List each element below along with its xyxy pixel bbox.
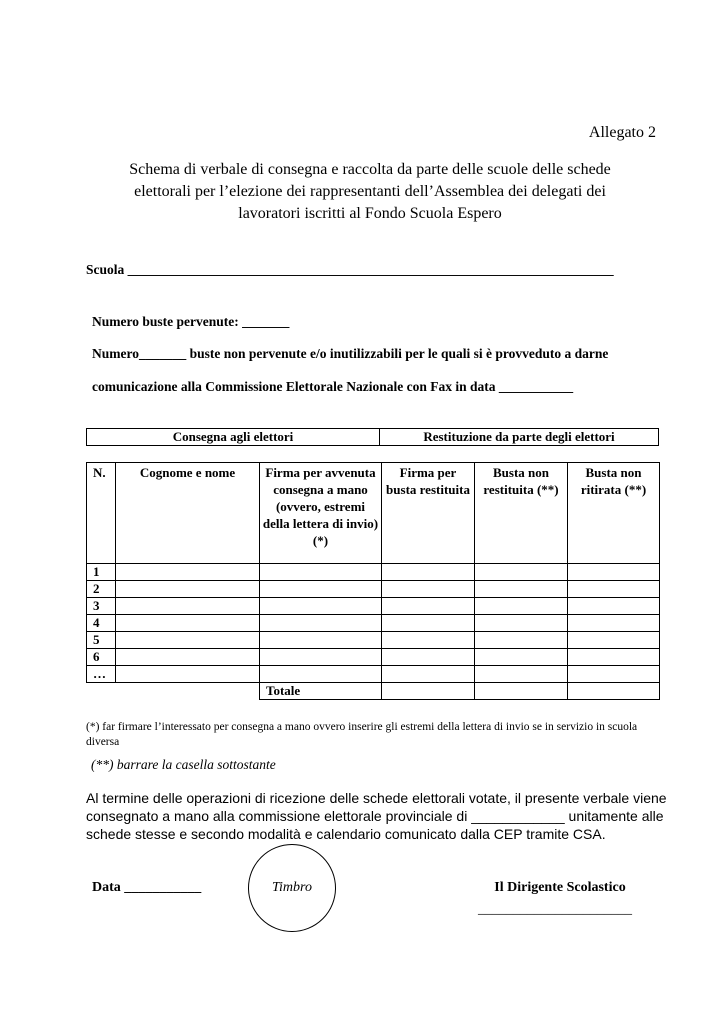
name-cell[interactable]: [116, 581, 260, 598]
footnote-delivery: (*) far firmare l’interessato per consegna a mano ovvero inserire gli estremi della lettera di invio se in servizio in scuola diversa: [86, 721, 638, 748]
delivery-signature-cell[interactable]: [260, 666, 382, 683]
name-cell[interactable]: [116, 564, 260, 581]
name-cell[interactable]: [116, 649, 260, 666]
footnote-checkbox: (**) barrare la casella sottostante: [91, 757, 276, 772]
not-returned-cell[interactable]: [475, 598, 568, 615]
row-number: 5: [87, 632, 116, 649]
table-row: [87, 666, 660, 683]
return-signature-cell[interactable]: [382, 581, 475, 598]
not-collected-cell[interactable]: [568, 632, 660, 649]
return-signature-cell[interactable]: [382, 666, 475, 683]
document-title: [100, 159, 640, 225]
closing-line: schede stesse e secondo modalità e calendario comunicato dalla CEP tramite CSA.: [86, 826, 606, 842]
delivery-signature-cell[interactable]: [260, 581, 382, 598]
voters-table: [86, 462, 660, 700]
not-returned-cell[interactable]: [475, 666, 568, 683]
table-row: [87, 564, 660, 581]
total-not-returned-cell[interactable]: [475, 683, 568, 700]
not-collected-cell[interactable]: [568, 666, 660, 683]
delivery-signature-cell[interactable]: [260, 632, 382, 649]
col-name-header: Cognome e nome: [116, 463, 260, 564]
not-collected-cell[interactable]: [568, 649, 660, 666]
delivery-signature-cell[interactable]: [260, 615, 382, 632]
row-number: 3: [87, 598, 116, 615]
table-row: [87, 615, 660, 632]
return-signature-cell[interactable]: [382, 615, 475, 632]
row-number: 2: [87, 581, 116, 598]
return-signature-cell[interactable]: [382, 564, 475, 581]
not-received-envelopes-field[interactable]: Numero_______ buste non pervenute e/o inutilizzabili per le quali si è provveduto a darne: [92, 346, 609, 361]
col-not-returned-header: Busta non restituita (**): [475, 463, 568, 564]
not-returned-cell[interactable]: [475, 649, 568, 666]
row-number: 1: [87, 564, 116, 581]
principal-signature-line[interactable]: ______________________: [478, 902, 632, 917]
not-collected-cell[interactable]: [568, 615, 660, 632]
name-cell[interactable]: [116, 632, 260, 649]
empty-cell: [87, 683, 116, 700]
not-collected-cell[interactable]: [568, 581, 660, 598]
total-return-signature-cell[interactable]: [382, 683, 475, 700]
total-row: [87, 683, 660, 700]
not-collected-cell[interactable]: [568, 598, 660, 615]
not-returned-cell[interactable]: [475, 632, 568, 649]
fax-date-field[interactable]: comunicazione alla Commissione Elettorale Nazionale con Fax in data ___________: [92, 379, 574, 394]
table-header-row: [87, 463, 660, 564]
not-collected-cell[interactable]: [568, 564, 660, 581]
closing-paragraph: [86, 789, 666, 843]
col-delivery-signature-header: Firma per avvenuta consegna a mano (ovvero, estremi della lettera di invio) (*): [260, 463, 382, 564]
table-row: [87, 598, 660, 615]
not-returned-cell[interactable]: [475, 615, 568, 632]
closing-line: consegnato a mano alla commissione elettorale provinciale di ____________ unitamente alle: [86, 808, 664, 824]
delivery-section-header: Consegna agli elettori: [87, 429, 380, 446]
received-envelopes-field[interactable]: Numero buste pervenute: _______: [92, 314, 290, 329]
name-cell[interactable]: [116, 598, 260, 615]
total-label: Totale: [260, 683, 382, 700]
return-signature-cell[interactable]: [382, 598, 475, 615]
name-cell[interactable]: [116, 666, 260, 683]
attachment-label: Allegato 2: [588, 124, 656, 141]
row-number: 6: [87, 649, 116, 666]
col-not-collected-header: Busta non ritirata (**): [568, 463, 660, 564]
total-not-collected-cell[interactable]: [568, 683, 660, 700]
delivery-signature-cell[interactable]: [260, 564, 382, 581]
table-row: [87, 632, 660, 649]
stamp-label: Timbro: [272, 880, 312, 895]
return-section-header: Restituzione da parte degli elettori: [380, 429, 659, 446]
delivery-signature-cell[interactable]: [260, 649, 382, 666]
title-line: Schema di verbale di consegna e raccolta da parte delle scuole delle schede: [129, 161, 611, 178]
table-row: [87, 649, 660, 666]
date-field[interactable]: Data ___________: [92, 880, 202, 895]
col-return-signature-header: Firma per busta restituita: [382, 463, 475, 564]
principal-label: Il Dirigente Scolastico: [494, 880, 626, 895]
closing-line: Al termine delle operazioni di ricezione delle schede elettorali votate, il presente verbale viene: [86, 790, 667, 806]
empty-cell: [116, 683, 260, 700]
title-line: lavoratori iscritti al Fondo Scuola Espero: [238, 205, 502, 222]
delivery-signature-cell[interactable]: [260, 598, 382, 615]
table-row: [87, 581, 660, 598]
return-signature-cell[interactable]: [382, 649, 475, 666]
name-cell[interactable]: [116, 615, 260, 632]
section-header-table: [86, 428, 659, 446]
title-line: elettorali per l’elezione dei rappresentanti dell’Assemblea dei delegati dei: [134, 183, 606, 200]
not-returned-cell[interactable]: [475, 564, 568, 581]
return-signature-cell[interactable]: [382, 632, 475, 649]
school-field[interactable]: Scuola ________________________________________________________________________: [86, 262, 614, 277]
col-number-header: N.: [87, 463, 116, 564]
row-number: …: [87, 666, 116, 683]
not-returned-cell[interactable]: [475, 581, 568, 598]
row-number: 4: [87, 615, 116, 632]
